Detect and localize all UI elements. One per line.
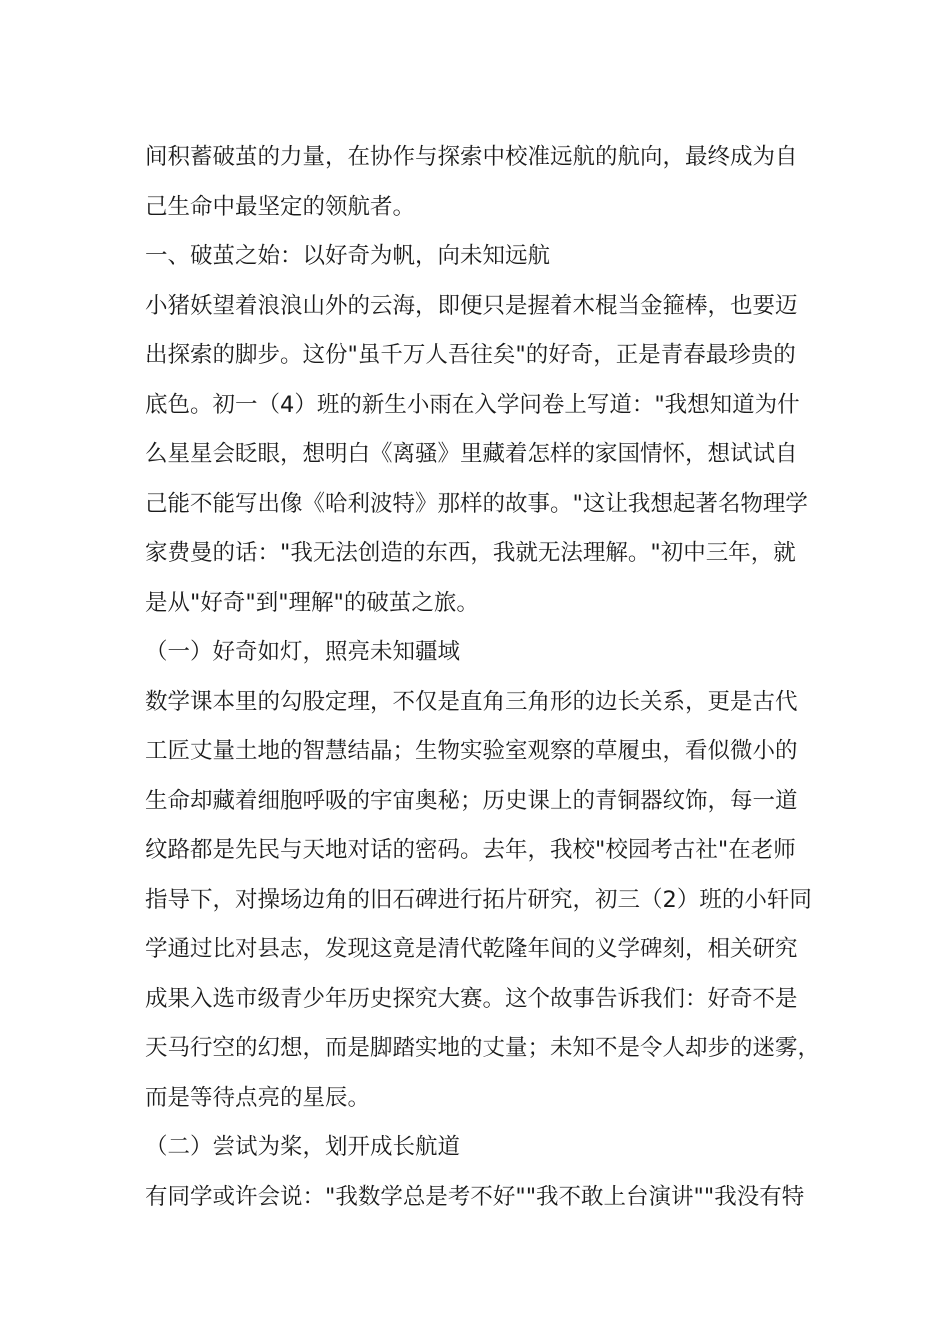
document-body (145, 133, 845, 1222)
paragraph-line: 家费曼的话："我无法创造的东西，我就无法理解。"初中三年，就 (145, 540, 796, 566)
paragraph-line: 工匠丈量土地的智慧结晶；生物实验室观察的草履虫，看似微小的 (145, 738, 798, 764)
paragraph-line: 间积蓄破茧的力量，在协作与探索中校准远航的航向，最终成为自 (145, 144, 798, 170)
paragraph-line: 己生命中最坚定的领航者。 (145, 193, 416, 220)
paragraph-line: 指导下，对操场边角的旧石碑进行拓片研究，初三（2）班的小轩同 (145, 886, 812, 913)
paragraph-line: 成果入选市级青少年历史探究大赛。这个故事告诉我们：好奇不是 (145, 985, 798, 1012)
paragraph-line: 而是等待点亮的星辰。 (145, 1084, 371, 1111)
paragraph-line: 学通过比对县志，发现这竟是清代乾隆年间的义学碑刻，相关研究 (145, 936, 798, 962)
paragraph-line: 数学课本里的勾股定理，不仅是直角三角形的边长关系，更是古代 (145, 688, 798, 715)
paragraph-line: 生命却藏着细胞呼吸的宇宙奥秘；历史课上的青铜器纹饰，每一道 (145, 787, 798, 814)
paragraph-line: 是从"好奇"到"理解"的破茧之旅。 (145, 589, 479, 616)
paragraph-line: 小猪妖望着浪浪山外的云海，即便只是握着木棍当金箍棒，也要迈 (145, 292, 798, 319)
section-heading: 一、破茧之始：以好奇为帆，向未知远航 (145, 243, 551, 269)
paragraph-line: 么星星会眨眼，想明白《离骚》里藏着怎样的家国情怀，想试试自 (145, 441, 798, 467)
paragraph-line: 天马行空的幻想，而是脚踏实地的丈量；未知不是令人却步的迷雾， (145, 1035, 821, 1061)
paragraph-line: 有同学或许会说："我数学总是考不好""我不敢上台演讲""我没有特 (145, 1183, 805, 1210)
paragraph-line: 底色。初一（4）班的新生小雨在入学问卷上写道："我想知道为什 (145, 391, 800, 418)
paragraph-line: 纹路都是先民与天地对话的密码。去年，我校"校园考古社"在老师 (145, 837, 796, 863)
subsection-heading: （一）好奇如灯，照亮未知疆域 (145, 639, 461, 665)
paragraph-line: 己能不能写出像《哈利波特》那样的故事。"这让我想起著名物理学 (145, 490, 808, 517)
paragraph-line: 出探索的脚步。这份"虽千万人吾往矣"的好奇，正是青春最珍贵的 (145, 342, 796, 368)
subsection-heading: （二）尝试为桨，划开成长航道 (145, 1134, 461, 1160)
